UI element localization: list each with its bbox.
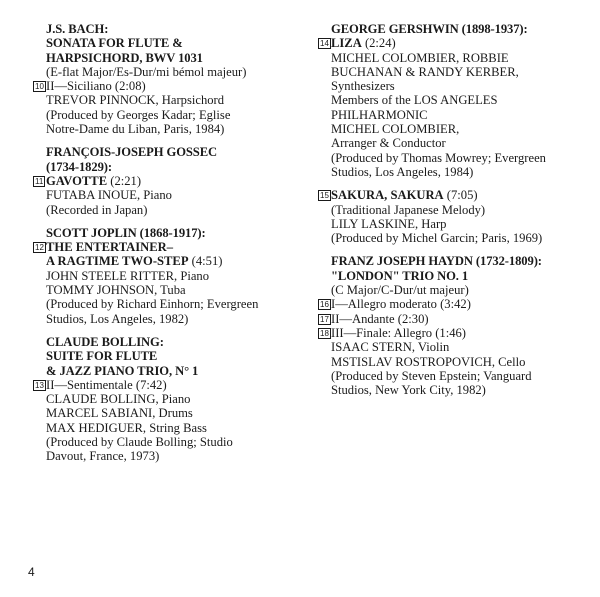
track-block bbox=[318, 188, 590, 245]
credit-line bbox=[318, 383, 590, 397]
credit-line bbox=[318, 369, 590, 383]
track-number: 12 bbox=[35, 243, 44, 253]
track-block bbox=[318, 254, 590, 397]
composer-heading-line: "LONDON" TRIO NO. 1 bbox=[331, 268, 469, 283]
credit-line bbox=[318, 340, 590, 354]
composer-heading-line: J.S. BACH: bbox=[46, 22, 109, 36]
composer-heading-line: SUITE FOR FLUTE bbox=[46, 349, 158, 364]
page-number: 4 bbox=[28, 565, 35, 579]
credit-line bbox=[33, 269, 303, 283]
credit-line bbox=[33, 108, 303, 122]
credit-text: (Produced by Richard Einhorn; Evergreen bbox=[46, 297, 259, 312]
credit-line bbox=[318, 51, 590, 65]
composer-heading-line: HARPSICHORD, BWV 1031 bbox=[46, 50, 203, 65]
credit-line bbox=[33, 283, 303, 297]
credit-text: CLAUDE BOLLING, Piano bbox=[46, 392, 191, 407]
composer-heading-line: GEORGE GERSHWIN (1898-1937): bbox=[331, 22, 528, 36]
track-number: 11 bbox=[35, 176, 44, 186]
credit-text: (7:05) bbox=[443, 188, 478, 203]
credit-text: (Traditional Japanese Melody) bbox=[331, 202, 486, 217]
composer-heading-line: CLAUDE BOLLING: bbox=[46, 334, 164, 349]
credit-line bbox=[33, 79, 303, 93]
credit-line bbox=[318, 122, 590, 136]
credit-text: (Produced by Claude Bolling; Studio bbox=[46, 435, 233, 450]
track-title: LIZA bbox=[331, 36, 362, 51]
credit-line bbox=[33, 174, 303, 188]
credit-line bbox=[318, 312, 590, 326]
credit-text: (4:51) bbox=[188, 254, 223, 269]
credit-text: MICHEL COLOMBIER, bbox=[331, 122, 460, 137]
track-block bbox=[318, 22, 590, 179]
track-title: SAKURA, SAKURA bbox=[331, 188, 444, 203]
credit-line bbox=[318, 93, 590, 107]
track-number: 18 bbox=[320, 328, 329, 338]
track-number: 16 bbox=[320, 300, 329, 310]
credit-line bbox=[33, 65, 303, 79]
track-number: 15 bbox=[320, 191, 329, 201]
credit-line bbox=[33, 392, 303, 406]
credit-line bbox=[33, 240, 303, 254]
credit-text: (2:21) bbox=[107, 173, 142, 188]
credit-text: II—Sentimentale (7:42) bbox=[46, 377, 167, 392]
credit-line bbox=[33, 421, 303, 435]
credit-text: I—Allegro moderato (3:42) bbox=[331, 297, 471, 312]
credit-line bbox=[33, 406, 303, 420]
credit-text: FUTABA INOUE, Piano bbox=[46, 188, 172, 203]
credit-text: MARCEL SABIANI, Drums bbox=[46, 406, 193, 421]
track-number: 10 bbox=[35, 82, 44, 92]
credit-text: LILY LASKINE, Harp bbox=[331, 216, 447, 231]
credit-line bbox=[33, 203, 303, 217]
track-block bbox=[33, 22, 303, 136]
credit-text: JOHN STEELE RITTER, Piano bbox=[46, 268, 210, 283]
credit-text: MAX HEDIGUER, String Bass bbox=[46, 420, 207, 435]
credit-line bbox=[318, 79, 590, 93]
composer-heading-line: FRANÇOIS-JOSEPH GOSSEC bbox=[46, 145, 217, 160]
credit-line bbox=[318, 36, 590, 50]
track-number: 13 bbox=[35, 380, 44, 390]
composer-heading-line: SONATA FOR FLUTE & bbox=[46, 36, 183, 51]
credit-text: PHILHARMONIC bbox=[331, 107, 428, 122]
credit-line bbox=[318, 151, 590, 165]
right-column bbox=[318, 22, 590, 406]
credit-text: Synthesizers bbox=[331, 79, 395, 94]
composer-heading-line: (1734-1829): bbox=[46, 159, 112, 174]
credit-text: (C Major/C-Dur/ut majeur) bbox=[331, 283, 469, 298]
track-title: GAVOTTE bbox=[46, 173, 108, 188]
credit-text: MICHEL COLOMBIER, ROBBIE bbox=[331, 50, 509, 65]
track-number: 14 bbox=[320, 39, 329, 49]
credit-text: BUCHANAN & RANDY KERBER, bbox=[331, 64, 519, 79]
credit-text: Studios, New York City, 1982) bbox=[331, 383, 486, 398]
credit-text: (E-flat Major/Es-Dur/mi bémol majeur) bbox=[46, 64, 247, 79]
credit-text: TREVOR PINNOCK, Harpsichord bbox=[46, 93, 225, 108]
credit-line bbox=[33, 312, 303, 326]
credit-line bbox=[33, 435, 303, 449]
credit-line bbox=[318, 217, 590, 231]
credit-text: Arranger & Conductor bbox=[331, 136, 446, 151]
credit-line bbox=[318, 355, 590, 369]
credit-line bbox=[318, 297, 590, 311]
composer-heading-line: FRANZ JOSEPH HAYDN (1732-1809): bbox=[331, 254, 542, 269]
credit-text: (Produced by Michel Garcin; Paris, 1969) bbox=[331, 231, 543, 246]
credit-text: (Produced by Georges Kadar; Eglise bbox=[46, 107, 231, 122]
credit-text: Studios, Los Angeles, 1982) bbox=[46, 311, 189, 326]
credit-text: Davout, France, 1973) bbox=[46, 449, 160, 464]
credit-text: Members of the LOS ANGELES bbox=[331, 93, 498, 108]
credit-text: (Produced by Thomas Mowrey; Evergreen bbox=[331, 150, 546, 165]
credit-line bbox=[33, 188, 303, 202]
track-block bbox=[33, 145, 303, 216]
composer-heading-line: SCOTT JOPLIN (1868-1917): bbox=[46, 225, 206, 240]
credit-text: (Produced by Steven Epstein; Vanguard bbox=[331, 368, 532, 383]
credit-text: Notre-Dame du Liban, Paris, 1984) bbox=[46, 122, 225, 137]
credit-line bbox=[318, 283, 590, 297]
credit-line bbox=[33, 449, 303, 463]
credit-line bbox=[318, 231, 590, 245]
credit-line bbox=[33, 93, 303, 107]
credit-line bbox=[33, 122, 303, 136]
credit-text: III—Finale: Allegro (1:46) bbox=[331, 325, 467, 340]
credit-text: TOMMY JOHNSON, Tuba bbox=[46, 283, 186, 298]
credit-line bbox=[318, 136, 590, 150]
track-title: A RAGTIME TWO-STEP bbox=[46, 254, 189, 269]
credit-text: (2:24) bbox=[361, 36, 396, 51]
credit-text: (Recorded in Japan) bbox=[46, 202, 148, 217]
credit-text: MSTISLAV ROSTROPOVICH, Cello bbox=[331, 354, 526, 369]
credit-line bbox=[318, 165, 590, 179]
credit-text: ISAAC STERN, Violin bbox=[331, 340, 450, 355]
credit-line bbox=[318, 326, 590, 340]
track-number: 17 bbox=[320, 314, 329, 324]
credit-text: Studios, Los Angeles, 1984) bbox=[331, 164, 474, 179]
credit-line bbox=[33, 254, 303, 268]
track-title: THE ENTERTAINER– bbox=[46, 240, 174, 255]
track-block bbox=[33, 335, 303, 464]
track-block bbox=[33, 226, 303, 326]
credit-line bbox=[318, 65, 590, 79]
credit-line bbox=[318, 203, 590, 217]
credit-line bbox=[318, 188, 590, 202]
credit-text: II—Siciliano (2:08) bbox=[46, 79, 146, 94]
credit-line bbox=[33, 378, 303, 392]
credit-line bbox=[318, 108, 590, 122]
credit-line bbox=[33, 297, 303, 311]
credit-text: II—Andante (2:30) bbox=[331, 311, 429, 326]
composer-heading-line: & JAZZ PIANO TRIO, N° 1 bbox=[46, 363, 199, 378]
left-column bbox=[33, 22, 303, 473]
